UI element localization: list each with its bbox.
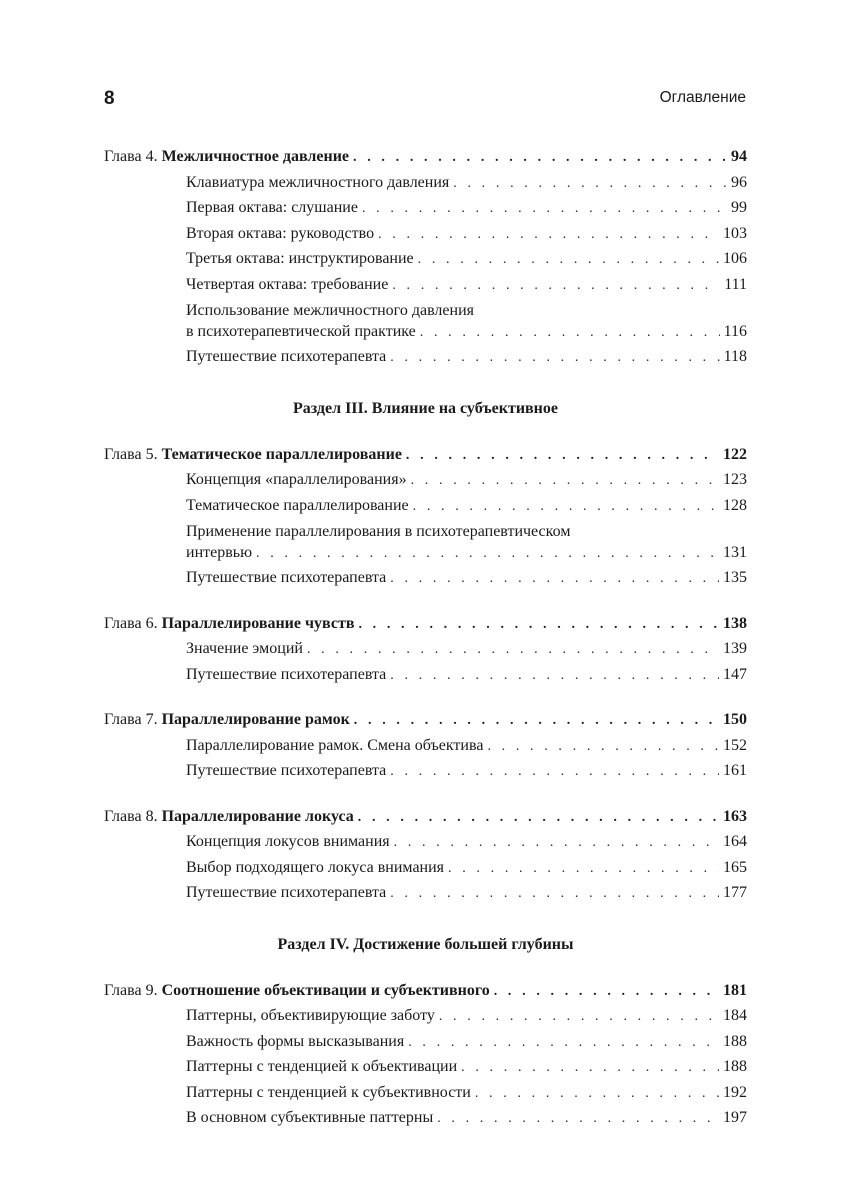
toc-item-text: в психотерапевтической практике xyxy=(186,323,416,340)
toc-item-page: 103 xyxy=(723,224,747,242)
dot-leader xyxy=(390,567,719,592)
toc-item-page: 177 xyxy=(723,884,747,901)
chapter-heading-row xyxy=(104,145,747,171)
chapter-number: Глава 7. xyxy=(104,711,158,728)
dot-leader xyxy=(358,806,719,831)
toc-item-text: Путешествие психотерапевта xyxy=(186,762,387,779)
toc-item-text: Первая октава: слушание xyxy=(186,199,358,216)
chapter-heading-row xyxy=(104,443,747,469)
section-heading: Раздел IV. Достижение большей глубины xyxy=(277,935,574,953)
dot-leader xyxy=(437,1107,719,1132)
toc-item-row xyxy=(186,321,747,343)
toc-item-text: Выбор подходящего локуса внимания xyxy=(186,858,445,876)
chapter-number: Глава 9. xyxy=(104,981,158,999)
chapter-heading-row xyxy=(104,708,747,734)
toc-item-line: Использование межличностного давления xyxy=(186,302,474,319)
chapter-page-number: 150 xyxy=(723,711,747,728)
toc-item-row xyxy=(104,273,747,299)
dot-leader xyxy=(256,543,719,564)
toc-item-text: Клавиатура межличностного давления xyxy=(186,173,450,191)
chapter-heading-row xyxy=(104,612,747,638)
toc-item-page: 111 xyxy=(724,275,747,293)
dot-leader xyxy=(390,346,719,371)
toc-item-page: 118 xyxy=(723,348,747,365)
toc-item-page: 197 xyxy=(723,1109,747,1126)
toc-item-page: 131 xyxy=(723,544,747,561)
dot-leader xyxy=(392,274,720,299)
chapter-entry xyxy=(104,145,747,371)
dot-leader xyxy=(439,1005,719,1030)
toc-item-page: 123 xyxy=(723,471,747,488)
toc-item-row xyxy=(104,637,747,663)
dot-leader xyxy=(390,664,719,689)
toc-item-row xyxy=(104,734,747,760)
toc-item-page: 184 xyxy=(723,1007,747,1024)
chapter-entry xyxy=(104,979,747,1132)
toc-item-text: Паттерны с тенденцией к объективации xyxy=(186,1058,458,1075)
table-of-contents xyxy=(104,143,747,1132)
dot-leader xyxy=(475,1082,719,1107)
dot-leader xyxy=(413,495,719,520)
toc-item-text: Концепция «параллелирования» xyxy=(186,471,407,488)
toc-item-text: Путешествие психотерапевта xyxy=(186,348,387,365)
dot-leader xyxy=(362,197,727,222)
dot-leader xyxy=(354,709,719,734)
toc-item-text: Концепция локусов внимания xyxy=(186,833,390,850)
chapter-label xyxy=(104,443,402,468)
toc-item-page: 161 xyxy=(723,762,747,779)
toc-item-text: Вторая октава: руководство xyxy=(186,224,375,242)
toc-item-page: 164 xyxy=(723,833,747,850)
section-heading: Раздел III. Влияние на субъективное xyxy=(292,399,558,417)
toc-item-page: 116 xyxy=(723,323,747,340)
dot-leader xyxy=(394,831,719,856)
chapter-number: Глава 5. xyxy=(104,445,158,463)
dot-leader xyxy=(378,223,719,248)
chapter-spacer xyxy=(104,785,747,803)
running-title: Оглавление xyxy=(659,89,746,106)
dot-leader xyxy=(448,857,719,882)
toc-item-page: 96 xyxy=(731,173,747,191)
toc-item-row xyxy=(104,881,747,907)
chapter-page-number: 181 xyxy=(723,981,747,999)
chapter-title: Соотношение объективации и субъективного xyxy=(161,981,490,999)
toc-item-row xyxy=(104,1030,747,1056)
chapter-entry xyxy=(104,805,747,907)
toc-item-multiline xyxy=(104,300,747,343)
toc-item-text: Паттерны, объективирующие заботу xyxy=(186,1007,435,1024)
chapter-label xyxy=(104,612,354,637)
dot-leader xyxy=(408,1031,719,1056)
toc-item-multiline xyxy=(104,521,747,564)
dot-leader xyxy=(307,638,719,663)
chapter-title: Параллелирование рамок xyxy=(161,711,350,728)
chapter-heading-row xyxy=(104,979,747,1005)
toc-item-row xyxy=(104,171,747,197)
dot-leader xyxy=(487,735,719,760)
chapter-heading-row xyxy=(104,805,747,831)
toc-item-page: 165 xyxy=(723,858,747,876)
toc-item-page: 135 xyxy=(723,569,747,586)
toc-item-row xyxy=(104,1055,747,1081)
dot-leader xyxy=(418,248,719,273)
toc-item-row xyxy=(104,856,747,882)
toc-item-text: Тематическое параллелирование xyxy=(186,496,409,514)
toc-item-row xyxy=(104,663,747,689)
chapter-spacer xyxy=(104,592,747,610)
toc-item-page: 139 xyxy=(723,640,747,657)
toc-item-page: 188 xyxy=(723,1058,747,1075)
chapter-page-number: 94 xyxy=(731,148,747,165)
toc-item-row xyxy=(104,247,747,273)
toc-item-page: 128 xyxy=(723,496,747,514)
chapter-title: Параллелирование локуса xyxy=(161,807,354,825)
toc-item-row xyxy=(104,1004,747,1030)
toc-item-row xyxy=(186,542,747,564)
toc-item-row xyxy=(104,566,747,592)
toc-item-text: Важность формы высказывания xyxy=(186,1032,405,1050)
dot-leader xyxy=(406,444,719,469)
dot-leader xyxy=(453,172,727,197)
dot-leader xyxy=(420,322,720,343)
toc-item-text: Четвертая октава: требование xyxy=(186,275,389,293)
toc-item-page: 99 xyxy=(731,199,747,216)
toc-item-page: 192 xyxy=(723,1083,747,1101)
chapter-label xyxy=(104,708,350,733)
toc-item-row xyxy=(104,196,747,222)
chapter-title: Тематическое параллелирование xyxy=(161,445,402,463)
toc-item-row xyxy=(104,830,747,856)
dot-leader xyxy=(390,760,719,785)
dot-leader xyxy=(353,146,727,171)
toc-item-page: 106 xyxy=(723,250,747,267)
toc-item-page: 152 xyxy=(723,736,747,754)
chapter-spacer xyxy=(104,688,747,706)
toc-item-text: В основном субъективные паттерны xyxy=(186,1109,434,1126)
chapter-title: Параллелирование чувств xyxy=(161,614,355,632)
page-number: 8 xyxy=(104,88,115,109)
toc-item-line: Применение параллелирования в психотерапевтическом xyxy=(186,523,571,540)
chapter-number: Глава 4. xyxy=(104,148,158,165)
chapter-entry xyxy=(104,708,747,785)
toc-item-row xyxy=(104,1106,747,1132)
chapter-page-number: 138 xyxy=(723,614,747,632)
toc-item-row xyxy=(104,468,747,494)
chapter-label xyxy=(104,979,490,1004)
chapter-page-number: 163 xyxy=(723,807,747,825)
toc-item-text: интервью xyxy=(186,544,253,561)
dot-leader xyxy=(411,469,719,494)
dot-leader xyxy=(494,980,719,1005)
chapter-title: Межличностное давление xyxy=(161,148,350,165)
toc-item-text: Путешествие психотерапевта xyxy=(186,665,387,683)
toc-item-row xyxy=(104,222,747,248)
toc-item-row xyxy=(104,494,747,520)
toc-item-text: Паттерны с тенденцией к субъективности xyxy=(186,1083,471,1101)
chapter-number: Глава 6. xyxy=(104,614,158,632)
toc-item-page: 147 xyxy=(723,665,747,683)
chapter-label xyxy=(104,145,349,170)
chapter-entry xyxy=(104,443,747,592)
chapter-label xyxy=(104,805,354,830)
toc-item-row xyxy=(104,1081,747,1107)
toc-item-text: Путешествие психотерапевта xyxy=(186,569,387,586)
chapter-number: Глава 8. xyxy=(104,807,158,825)
dot-leader xyxy=(390,882,719,907)
dot-leader xyxy=(461,1056,719,1081)
toc-item-text: Путешествие психотерапевта xyxy=(186,884,387,901)
toc-item-text: Значение эмоций xyxy=(186,640,303,657)
toc-item-row xyxy=(104,345,747,371)
toc-item-row xyxy=(104,759,747,785)
chapter-entry xyxy=(104,612,747,689)
dot-leader xyxy=(358,613,719,638)
chapter-page-number: 122 xyxy=(723,445,747,463)
toc-body xyxy=(104,145,747,1132)
toc-item-text: Третья октава: инструктирование xyxy=(186,250,414,267)
toc-item-text: Параллелирование рамок. Смена объектива xyxy=(186,736,484,754)
toc-item-page: 188 xyxy=(723,1032,747,1050)
